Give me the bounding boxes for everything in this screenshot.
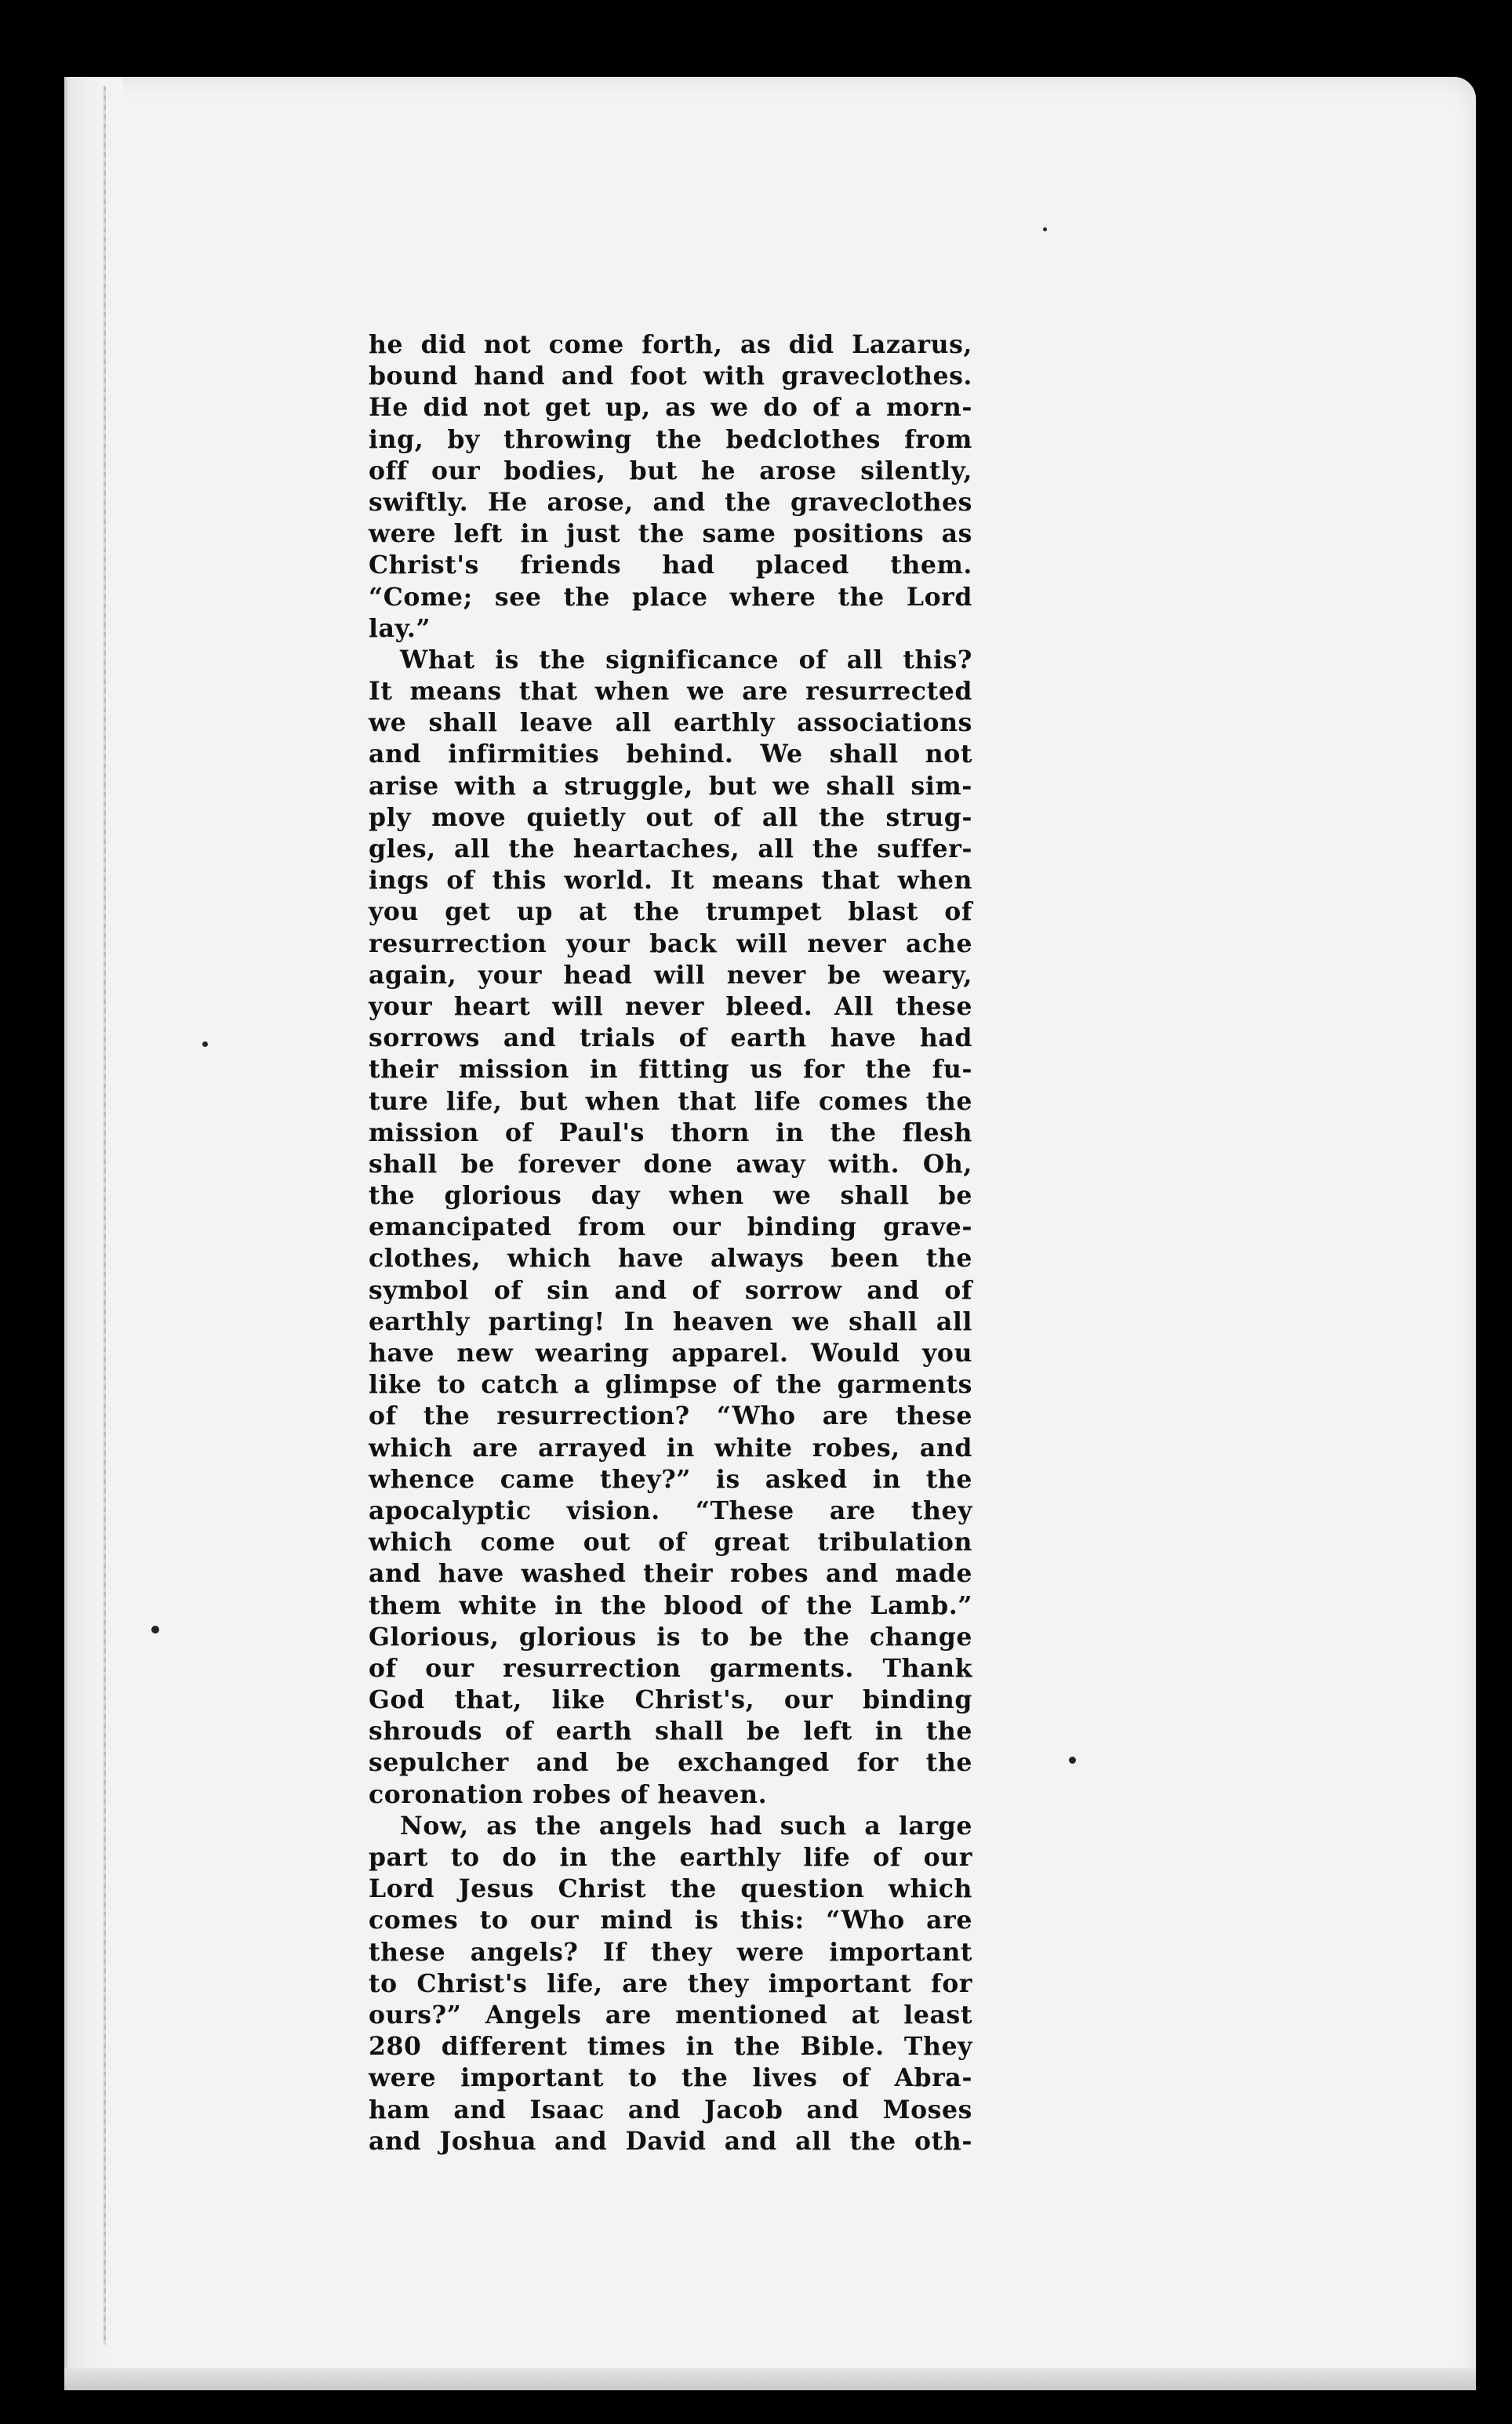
- ink-speck: [151, 1626, 159, 1634]
- text-line: ing, by throwing the bedclothes from: [369, 424, 972, 454]
- text-line: like to catch a glimpse of the garments: [369, 1370, 972, 1400]
- text-line: “Come; see the place where the Lord: [369, 582, 972, 612]
- text-line: 280 different times in the Bible. They: [369, 2032, 972, 2062]
- text-line: ture life, but when that life comes the: [369, 1086, 972, 1116]
- text-line: and infirmities behind. We shall not: [369, 740, 972, 769]
- text-line: these angels? If they were important: [369, 1937, 972, 1967]
- text-line: we shall leave all earthly associations: [369, 708, 972, 738]
- text-line: Christ's friends had placed them.: [369, 551, 972, 580]
- text-line: He did not get up, as we do of a morn-: [369, 393, 972, 423]
- text-line: ply move quietly out of all the strug-: [369, 802, 972, 832]
- text-line: and have washed their robes and made: [369, 1559, 972, 1589]
- text-line: whence came they?” is asked in the: [369, 1464, 972, 1494]
- text-line: to Christ's life, are they important for: [369, 1968, 972, 1998]
- text-line: What is the significance of all this?: [400, 645, 972, 674]
- ink-speck: [1043, 227, 1047, 231]
- text-line: mission of Paul's thorn in the flesh: [369, 1118, 972, 1147]
- text-line: ham and Isaac and Jacob and Moses: [369, 2095, 972, 2124]
- text-line: were important to the lives of Abra-: [369, 2063, 972, 2093]
- text-line: earthly parting! In heaven we shall all: [369, 1306, 972, 1336]
- text-line: gles, all the heartaches, all the suffer-: [369, 834, 972, 863]
- text-line: swiftly. He arose, and the graveclothes: [369, 487, 972, 517]
- text-line: Lord Jesus Christ the question which: [369, 1874, 972, 1904]
- text-line: comes to our mind is this: “Who are: [369, 1906, 972, 1935]
- text-line: resurrection your back will never ache: [369, 929, 972, 958]
- text-line: have new wearing apparel. Would you: [369, 1339, 972, 1368]
- ink-speck: [1069, 1757, 1076, 1764]
- text-line: Glorious, glorious is to be the change: [369, 1622, 972, 1652]
- text-line: ings of this world. It means that when: [369, 866, 972, 896]
- text-line: apocalyptic vision. “These are they: [369, 1495, 972, 1525]
- text-line: bound hand and foot with graveclothes.: [369, 362, 972, 391]
- text-line: them white in the blood of the Lamb.”: [369, 1590, 972, 1620]
- text-line: emancipated from our binding grave-: [369, 1212, 972, 1242]
- text-line: It means that when we are resurrected: [369, 677, 972, 707]
- page-gutter: [64, 77, 122, 2390]
- text-line: sepulcher and be exchanged for the: [369, 1748, 972, 1778]
- text-line: and Joshua and David and all the oth-: [369, 2126, 972, 2156]
- text-line: coronation robes of heaven.: [369, 1779, 768, 1809]
- text-line: God that, like Christ's, our binding: [369, 1685, 972, 1715]
- text-line: he did not come forth, as did Lazarus,: [369, 330, 972, 359]
- text-line: part to do in the earthly life of our: [369, 1843, 972, 1872]
- article-text: [369, 329, 972, 2157]
- text-line: sorrows and trials of earth have had: [369, 1023, 972, 1053]
- text-line: ours?” Angels are mentioned at least: [369, 2000, 972, 2030]
- text-line: of our resurrection garments. Thank: [369, 1653, 972, 1683]
- text-line: shrouds of earth shall be left in the: [369, 1717, 972, 1746]
- text-line: which come out of great tribulation: [369, 1528, 972, 1557]
- text-line: clothes, which have always been the: [369, 1244, 972, 1274]
- text-line: which are arrayed in white robes, and: [369, 1433, 972, 1463]
- text-line: you get up at the trumpet blast of: [369, 897, 972, 927]
- text-line: Now, as the angels had such a large: [400, 1811, 972, 1841]
- text-line: the glorious day when we shall be: [369, 1181, 972, 1211]
- text-line: lay.”: [369, 613, 431, 643]
- binding-edge: [104, 86, 106, 2345]
- text-line: shall be forever done away with. Oh,: [369, 1149, 972, 1179]
- text-line: off our bodies, but he arose silently,: [369, 456, 972, 485]
- text-line: your heart will never bleed. All these: [369, 991, 972, 1021]
- text-line: arise with a struggle, but we shall sim-: [369, 771, 972, 801]
- text-line: their mission in fitting us for the fu-: [369, 1055, 972, 1085]
- text-line: symbol of sin and of sorrow and of: [369, 1275, 972, 1305]
- ink-speck: [202, 1041, 208, 1047]
- text-line: of the resurrection? “Who are these: [369, 1401, 972, 1431]
- text-line: were left in just the same positions as: [369, 519, 972, 549]
- page-bottom-edge: [64, 2368, 1476, 2390]
- text-line: again, your head will never be weary,: [369, 960, 972, 990]
